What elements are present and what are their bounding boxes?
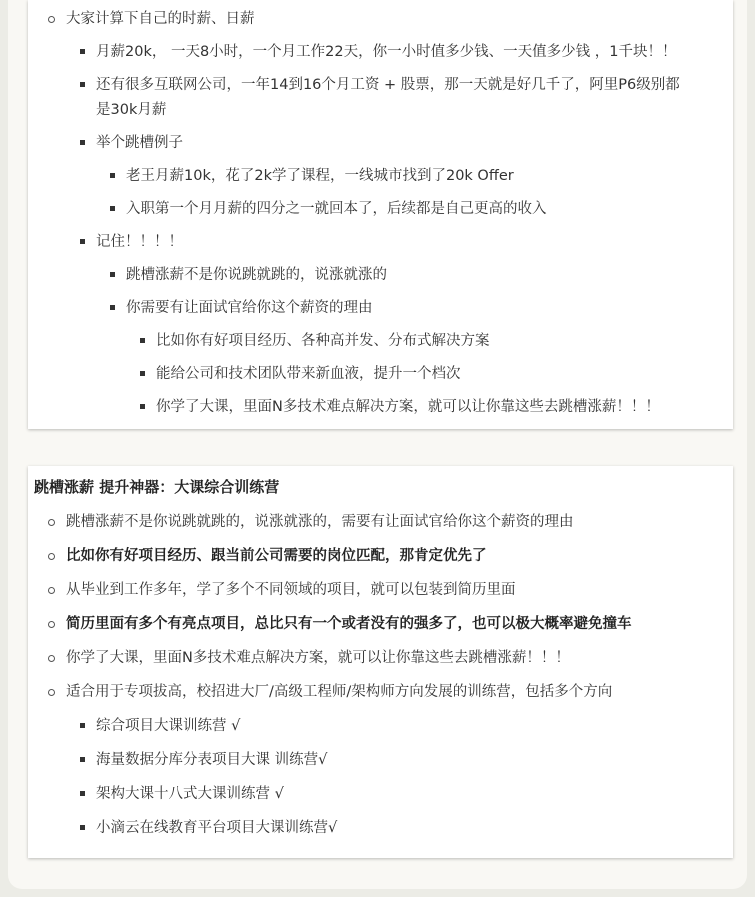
list-item: 架构大课十八式大课训练营 √	[96, 786, 284, 802]
list-bullet-circle	[48, 519, 55, 526]
list-item-continuation: 是30k月薪	[96, 102, 167, 118]
list-item: 比如你有好项目经历、跟当前公司需要的岗位匹配，那肯定优先了	[66, 548, 487, 564]
list-item: 还有很多互联网公司，一年14到16个月工资 + 股票，那一天就是好几千了，阿里P6级别都	[96, 77, 680, 93]
list-item: 记住！！！！	[96, 234, 183, 250]
list-bullet-square	[80, 791, 85, 796]
list-item: 大家计算下自己的时薪、日薪	[66, 11, 255, 27]
list-bullet-circle	[48, 587, 55, 594]
list-item: 月薪20k， 一天8小时，一个月工作22天，你一小时值多少钱、一天值多少钱 ，1千块！！	[96, 44, 677, 60]
list-item: 适合用于专项拔高，校招进大厂/高级工程师/架构师方向发展的训练营，包括多个方向	[66, 684, 613, 700]
page	[8, 0, 747, 889]
list-bullet-square	[80, 82, 85, 87]
list-bullet-square	[80, 140, 85, 145]
list-item: 比如你有好项目经历、各种高并发、分布式解决方案	[156, 333, 490, 349]
list-item: 你学了大课，里面N多技术难点解决方案，就可以让你靠这些去跳槽涨薪！！！	[156, 399, 660, 415]
list-item: 简历里面有多个有亮点项目，总比只有一个或者没有的强多了，也可以极大概率避免撞车	[66, 616, 632, 632]
list-item: 入职第一个月月薪的四分之一就回本了，后续都是自己更高的收入	[126, 201, 547, 217]
list-item: 能给公司和技术团队带来新血液，提升一个档次	[156, 366, 461, 382]
list-bullet-square	[80, 723, 85, 728]
list-bullet-square	[80, 757, 85, 762]
list-item: 你学了大课，里面N多技术难点解决方案，就可以让你靠这些去跳槽涨薪！！！	[66, 650, 570, 666]
list-bullet-square	[80, 49, 85, 54]
notes-card	[28, 0, 733, 429]
list-bullet-circle	[48, 689, 55, 696]
list-item: 老王月薪10k，花了2k学了课程，一线城市找到了20k Offer	[126, 168, 514, 184]
list-bullet-circle	[48, 553, 55, 560]
section-title: 跳槽涨薪 提升神器：大课综合训练营	[34, 478, 280, 496]
list-item: 跳槽涨薪不是你说跳就跳的，说涨就涨的，需要有让面试官给你这个薪资的理由	[66, 514, 574, 530]
list-bullet-square	[110, 173, 115, 178]
list-bullet-circle	[48, 621, 55, 628]
list-item: 从毕业到工作多年，学了多个不同领域的项目，就可以包装到简历里面	[66, 582, 516, 598]
course-card	[28, 466, 733, 858]
list-bullet-square	[110, 305, 115, 310]
list-bullet-square	[110, 206, 115, 211]
list-bullet-circle	[48, 655, 55, 662]
list-bullet-square	[140, 404, 145, 409]
list-item: 跳槽涨薪不是你说跳就跳的，说涨就涨的	[126, 267, 387, 283]
list-bullet-square	[80, 239, 85, 244]
list-bullet-square	[110, 272, 115, 277]
list-item: 你需要有让面试官给你这个薪资的理由	[126, 300, 373, 316]
list-item: 海量数据分库分表项目大课 训练营√	[96, 752, 328, 768]
list-item: 小滴云在线教育平台项目大课训练营√	[96, 820, 338, 836]
list-item: 举个跳槽例子	[96, 135, 183, 151]
list-bullet-square	[140, 371, 145, 376]
list-bullet-circle	[48, 16, 55, 23]
list-bullet-square	[80, 825, 85, 830]
list-item: 综合项目大课训练营 √	[96, 718, 241, 734]
list-bullet-square	[140, 338, 145, 343]
